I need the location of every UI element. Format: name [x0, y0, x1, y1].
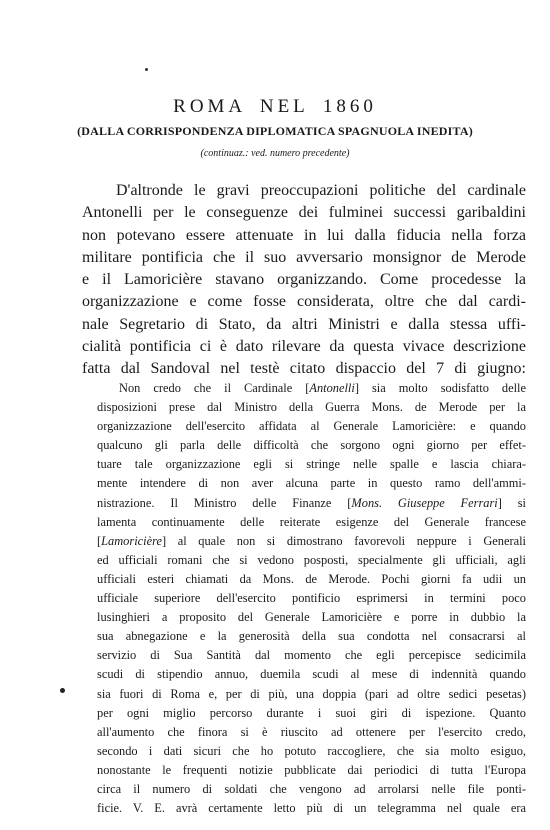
article-title: ROMA NEL 1860 [173, 96, 377, 117]
editorial-insert: Mons. Giuseppe Ferrari [351, 495, 498, 510]
editorial-insert: Lamoricière [101, 533, 162, 548]
body-line: cialità pontificia ci è dato rilevare da questa vivace descrizione [82, 338, 526, 356]
editorial-insert: Antonelli [309, 381, 355, 395]
quote-line: per ogni miglio percorso durante i suoi giri di ispezione. Quanto [97, 705, 526, 720]
quote-line: ed ufficiali romani che si vedono posposti, specialmente gli ufficiali, agli [97, 552, 526, 567]
body-line: e il Lamoricière stavano organizzando. Come procedesse la [82, 271, 526, 289]
quote-line: servizio di Sua Santità dal momento che egli percepisce sedicimila [97, 648, 526, 663]
quote-line: mente intendere di non aver alcuna parte in questo ramo dell'ammi- [97, 476, 526, 491]
body-line: fatta dal Sandoval nel testè citato dispaccio del 7 di giugno: [82, 360, 526, 378]
margin-bullet-mark [60, 688, 65, 693]
quote-line: ufficiale superiore dell'esercito pontificio esprimersi in termini poco [97, 591, 526, 606]
quote-line: scudi di stipendio annuo, duemila scudi al mese di indennità quando [97, 667, 526, 682]
body-line: organizzazione e come fosse considerata, oltre che dal cardi- [82, 293, 526, 311]
quoted-dispatch [97, 379, 526, 818]
continuation-note: (continuaz.: ved. numero precedente) [200, 148, 350, 159]
body-line: non potevano essere attenuate in lui dalla fiducia nella forza [82, 226, 526, 244]
quote-line: ficie. V. E. avrà certamente letto più di un telegramma nel quale era [97, 801, 526, 816]
quote-line: ufficiali esteri chiamati da Mons. de Merode. Pochi giorni fa udii un [97, 571, 526, 586]
quote-line: Non credo che il Cardinale [Antonelli] sia molto sodisfatto delle [119, 381, 526, 395]
body-line: Antonelli per le conseguenze dei fulminei successi garibaldini [82, 204, 526, 222]
quote-line: lusinghieri a proposito del Generale Lamoricière e porre in dubbio la [97, 610, 526, 625]
quote-line: nonostante le frequenti notizie pubblicate dai periodici di tutta l'Europa [97, 762, 526, 777]
body-line: nale Segretario di Stato, da altri Ministri e dalla stessa uffi- [82, 315, 526, 333]
quote-line: sia fuori di Roma e, per di più, una doppia (pari ad oltre sedici pesetas) [97, 686, 526, 701]
quote-line: qualcuno gli parla delle difficoltà che sorgono ogni giorno per effet- [97, 438, 526, 453]
quote-line: tuare tale organizzazione egli si stringe nelle spalle e lascia chiara- [97, 457, 526, 472]
body-line: D'altronde le gravi preoccupazioni politiche del cardinale [116, 182, 526, 199]
body-paragraph [82, 180, 526, 381]
quote-line: lamenta continuamente delle reiterate esigenze del Generale francese [97, 514, 526, 529]
quote-line: organizzazione dell'esercito affidata al Generale Lamoricière: e quando [97, 419, 526, 434]
quote-line: all'aumento che finora si è riuscito ad ottenere per l'esercito credo, [97, 724, 526, 739]
quote-line: secondo i dati sicuri che ho potuto raccogliere, che sia molto esiguo, [97, 743, 526, 758]
quote-line: [Lamoricière] al quale non si dimostrano favorevoli neppure i Generali [97, 533, 526, 548]
article-subtitle: (DALLA CORRISPONDENZA DIPLOMATICA SPAGNUOLA INEDITA) [77, 124, 473, 138]
quote-line: circa il numero di soldati che vengono ad arrolarsi nelle file ponti- [97, 781, 526, 796]
quote-line: disposizioni prese dal Ministro della Guerra Mons. de Merode per la [97, 400, 526, 415]
quote-line: nistrazione. Il Ministro delle Finanze [Mons. Giuseppe Ferrari] si [97, 495, 526, 510]
quote-line: sua abnegazione e la generosità della sua condotta nel consacrarsi al [97, 629, 526, 644]
stray-dot-mark [145, 68, 148, 71]
body-line: militare pontificia che il suo avversario monsignor de Merode [82, 248, 526, 266]
